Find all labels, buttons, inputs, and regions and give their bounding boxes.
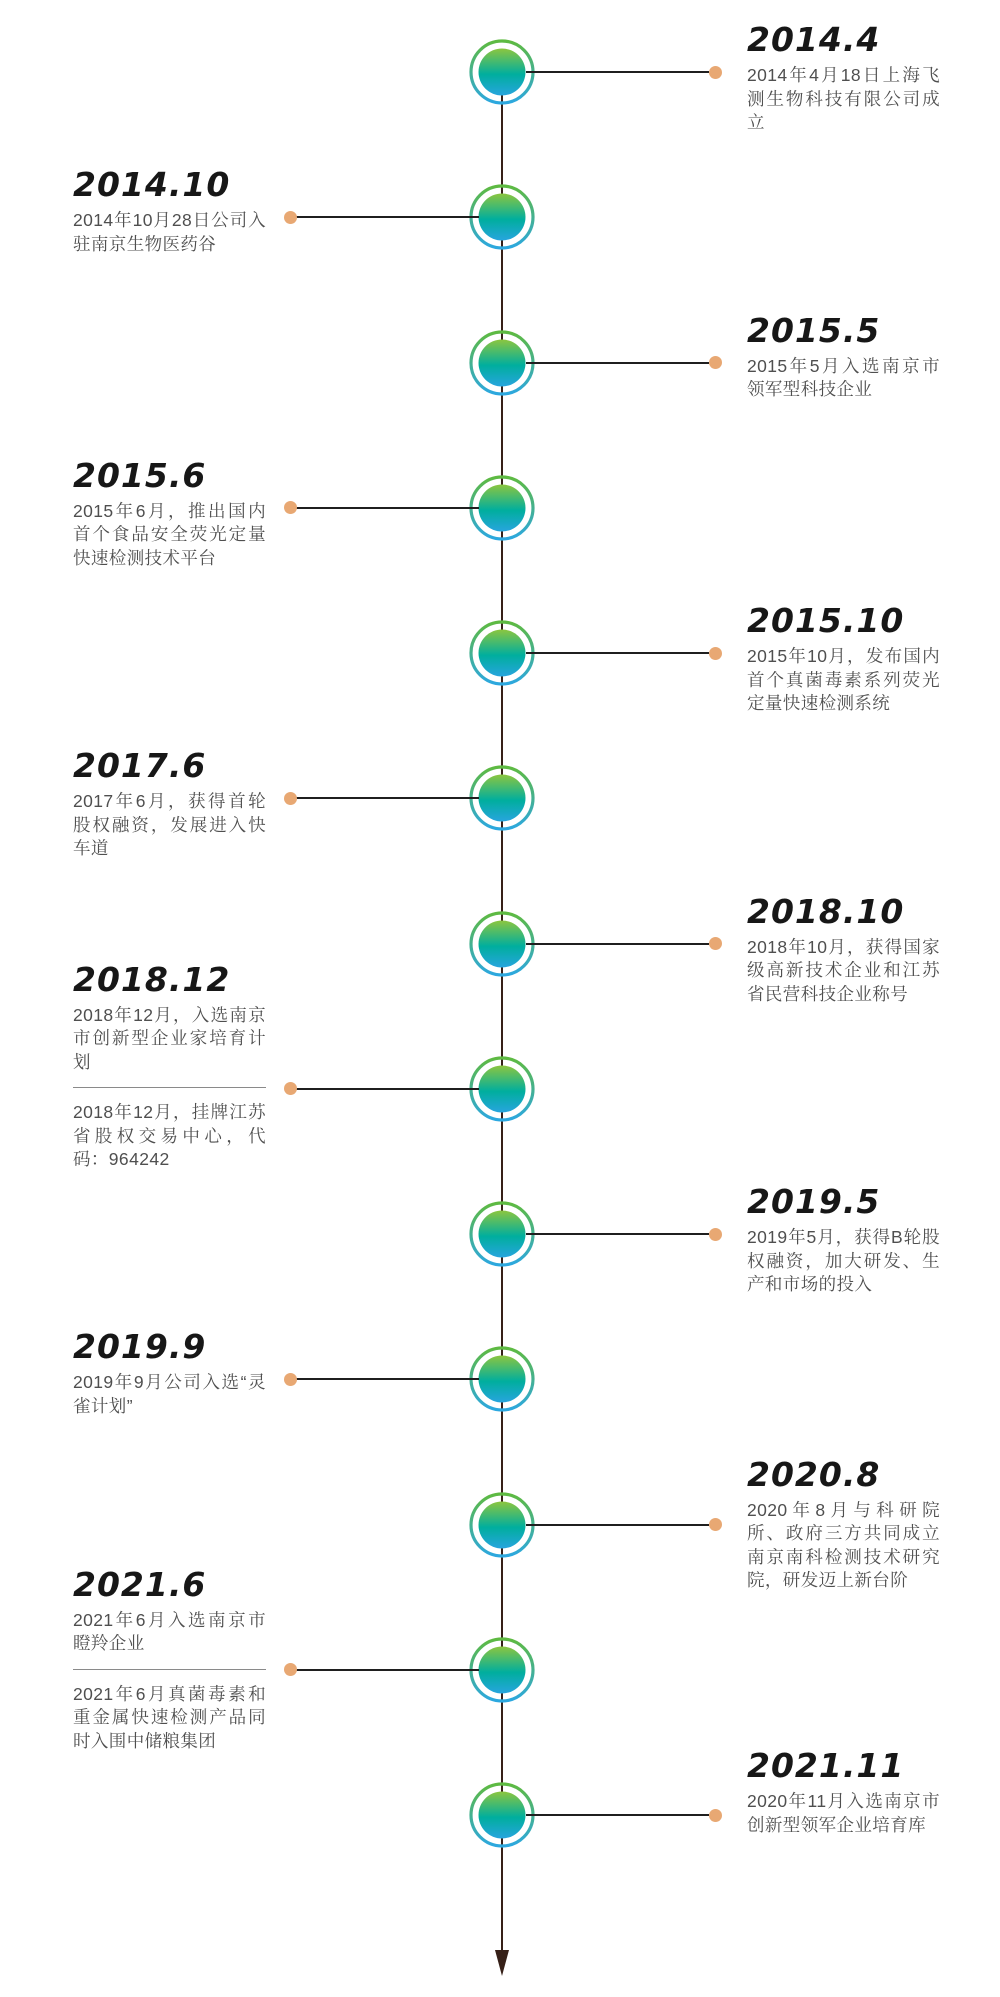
entry-description: 2021年6月入选南京市瞪羚企业 xyxy=(73,1609,266,1654)
timeline-entry xyxy=(73,457,266,571)
connector-line xyxy=(296,507,479,509)
entry-description: 2014年10月28日公司入驻南京生物医药谷 xyxy=(73,210,266,254)
timeline-entry xyxy=(747,21,940,135)
entry-description: 2019年9月公司入选“灵雀计划” xyxy=(73,1372,266,1416)
entry-description: 2018年12月，挂牌江苏省股权交易中心，代码：964242 xyxy=(73,1102,266,1170)
connector-dot xyxy=(709,1228,722,1241)
entry-date: 2014.10 xyxy=(73,165,231,205)
timeline-entry xyxy=(747,312,940,402)
entry-description: 2021年6月真菌毒素和重金属快速检测产品同时入围中储粮集团 xyxy=(73,1683,266,1751)
connector-line xyxy=(296,1088,479,1090)
timeline-entry xyxy=(747,1747,940,1837)
entry-date: 2019.9 xyxy=(73,1327,207,1367)
connector-dot xyxy=(284,1373,297,1386)
connector-dot xyxy=(284,792,297,805)
timeline-entry xyxy=(747,1456,940,1593)
connector-line xyxy=(526,1233,709,1235)
connector-line xyxy=(526,71,709,73)
entry-description: 2019年5月，获得B轮股权融资，加大研发、生产和市场的投入 xyxy=(747,1227,940,1294)
entry-date: 2015.6 xyxy=(73,455,207,495)
entry-description: 2015年6月，推出国内首个食品安全荧光定量快速检测技术平台 xyxy=(73,500,266,568)
connector-dot xyxy=(709,1809,722,1822)
entry-date: 2019.5 xyxy=(747,1182,881,1221)
entry-date: 2018.10 xyxy=(747,891,905,931)
entry-date: 2015.5 xyxy=(747,310,881,350)
entry-description: 2015年10月，发布国内首个真菌毒素系列荧光定量快速检测系统 xyxy=(747,646,940,713)
connector-dot xyxy=(284,211,297,224)
connector-dot xyxy=(709,647,722,660)
entry-description: 2020年8月与科研院所、政府三方共同成立南京南科检测技术研究院，研发迈上新台阶 xyxy=(747,1499,940,1590)
entry-date: 2021.11 xyxy=(747,1746,905,1785)
connector-line xyxy=(526,652,709,654)
connector-dot xyxy=(709,937,722,950)
timeline-entry xyxy=(73,747,266,861)
connector-dot xyxy=(709,66,722,79)
entry-description: 2020年11月入选南京市创新型领军企业培育库 xyxy=(747,1791,940,1835)
connector-dot xyxy=(284,1663,297,1676)
entry-description: 2018年12月，入选南京市创新型企业家培育计划 xyxy=(73,1004,266,1072)
entry-divider xyxy=(73,1669,266,1670)
timeline-entry xyxy=(747,893,940,1007)
entry-date: 2015.10 xyxy=(747,601,905,640)
connector-dot xyxy=(284,501,297,514)
entry-divider xyxy=(73,1087,266,1088)
timeline-entry xyxy=(747,1183,940,1297)
timeline-entry xyxy=(73,1328,266,1418)
timeline-entry xyxy=(73,166,266,256)
entry-date: 2014.4 xyxy=(747,20,881,59)
connector-dot xyxy=(709,1518,722,1531)
connector-dot xyxy=(284,1082,297,1095)
connector-line xyxy=(296,1669,479,1671)
connector-line xyxy=(526,943,709,945)
entry-description: 2018年10月，获得国家级高新技术企业和江苏省民营科技企业称号 xyxy=(747,936,940,1004)
entry-description: 2014年4月18日上海飞测生物科技有限公司成立 xyxy=(747,65,940,132)
entry-description: 2017年6月，获得首轮股权融资，发展进入快车道 xyxy=(73,791,266,859)
arrow-down-icon xyxy=(495,1950,509,1976)
entry-date: 2021.6 xyxy=(73,1564,207,1604)
entry-date: 2017.6 xyxy=(73,746,207,786)
connector-line xyxy=(296,216,479,218)
timeline-entry xyxy=(73,1566,266,1754)
connector-dot xyxy=(709,356,722,369)
connector-line xyxy=(296,797,479,799)
connector-line xyxy=(526,1814,709,1816)
entry-date: 2020.8 xyxy=(747,1454,881,1494)
entry-date: 2018.12 xyxy=(73,959,231,999)
timeline-entry xyxy=(73,961,266,1172)
connector-line xyxy=(526,362,709,364)
connector-line xyxy=(296,1378,479,1380)
entry-description: 2015年5月入选南京市领军型科技企业 xyxy=(747,355,940,399)
connector-line xyxy=(526,1524,709,1526)
timeline-entry xyxy=(747,602,940,716)
